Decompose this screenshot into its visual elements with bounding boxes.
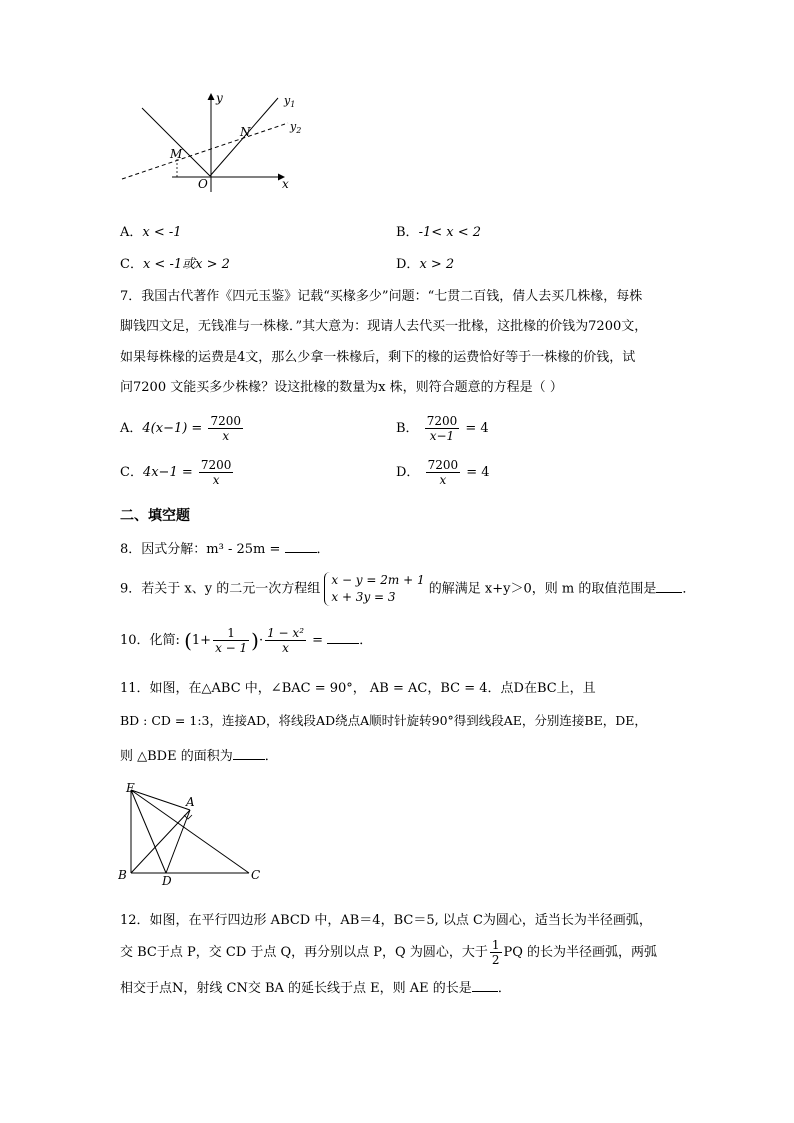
q7-option-b: B． $\frac{7200}{x-1}$ = 4 xyxy=(396,414,489,443)
q12-line-1: 12．如图，在平行四边形 ABCD 中，AB＝4，BC＝5, 以点 C为圆心，适当长为半径画弧， xyxy=(120,913,652,928)
q7-option-d: D． $\frac{7200}{x}$ = 4 xyxy=(396,458,490,487)
label-x-axis: x xyxy=(282,177,289,191)
fig-label-a: A xyxy=(186,795,195,809)
q12-line-2: 交 BC于点 P，交 CD 于点 Q，再分别以点 P，Q 为圆心，大于 $\frac{1}{2}$ PQ 的长为半径画弧，两弧 xyxy=(120,938,658,967)
q6-function-graph xyxy=(112,86,312,196)
section-title-fill-in: 二、填空题 xyxy=(120,508,190,524)
q7-line-3: 如果每株椽的运费是4文，那么少拿一株椽后，剩下的椽的运费恰好等于一株椽的价钱，试 xyxy=(120,350,636,365)
q7-option-c: C．4x−1 = $\frac{7200}{x}$ xyxy=(120,458,232,487)
q11-triangle-figure xyxy=(118,782,268,887)
q11-line-1: 11．如图，在△ABC 中，∠BAC = 90°， AB = AC，BC = 4．点D在BC上，且 xyxy=(120,681,596,696)
q11-line-2: BD : CD = 1:3，连接AD，将线段AD绕点A顺时针旋转90°得到线段AE，分别连接BE，DE， xyxy=(120,713,647,728)
q8-answer-blank[interactable] xyxy=(285,540,317,553)
q7-option-a: A．4(x−1) = $\frac{7200}{x}$ xyxy=(120,414,242,443)
q6-option-b: B．-1< x < 2 xyxy=(396,225,482,240)
label-y1: $y_1$ xyxy=(284,94,296,109)
q6-option-d: D．x > 2 xyxy=(396,257,455,272)
q9-equation-system: x − y = 2m + 1 x + 3y = 3 xyxy=(324,572,424,606)
label-n: N xyxy=(240,125,251,139)
q12-answer-blank[interactable] xyxy=(472,979,498,992)
q7-line-4: 问7200 文能买多少株椽？设这批椽的数量为x 株，则符合题意的方程是（ ） xyxy=(120,380,563,395)
y1-left-branch xyxy=(142,108,210,176)
q8: 8．因式分解：m³ - 25m = ． xyxy=(120,542,330,557)
fig-label-e: E xyxy=(126,782,135,795)
q12-line-3: 相交于点N，射线 CN交 BA 的延长线于点 E，则 AE 的长是 ． xyxy=(120,981,511,996)
q11-line-3: 则 △BDE 的面积为 ． xyxy=(120,749,278,764)
q9-answer-blank[interactable] xyxy=(656,580,682,593)
q7-line-2: 脚钱四文足，无钱准与一株椽．”其大意为：现请人去代买一批椽，这批椽的价钱为7200文， xyxy=(120,319,648,334)
label-origin: O xyxy=(198,177,208,191)
label-m: M xyxy=(170,147,183,161)
q7-line-1: 7．我国古代著作《四元玉鉴》记载“买椽多少”问题：“七贯二百钱，倩人去买几株椽，每株 xyxy=(120,289,643,304)
q6-option-a: A．x < -1 xyxy=(120,225,182,240)
fig-label-b: B xyxy=(118,868,127,882)
q9: 9．若关于 x、y 的二元一次方程组 x − y = 2m + 1 x + 3y = 3 的解满足 x+y＞0，则 m 的取值范围是 ． xyxy=(120,573,696,604)
q10-answer-blank[interactable] xyxy=(327,631,359,644)
q6-option-c: C．x < -1或x > 2 xyxy=(120,257,230,272)
label-y2: $y_2$ xyxy=(290,120,302,135)
fig-label-d: D xyxy=(162,874,172,887)
q11-answer-blank[interactable] xyxy=(233,747,265,760)
q10: 10．化简: (1+ $\frac{1}{x - 1}$ )· $\frac{\text{1 − x²}}{x}$ = ． xyxy=(120,626,373,655)
fig-label-c: C xyxy=(251,868,261,882)
label-y-axis: y xyxy=(216,91,223,105)
